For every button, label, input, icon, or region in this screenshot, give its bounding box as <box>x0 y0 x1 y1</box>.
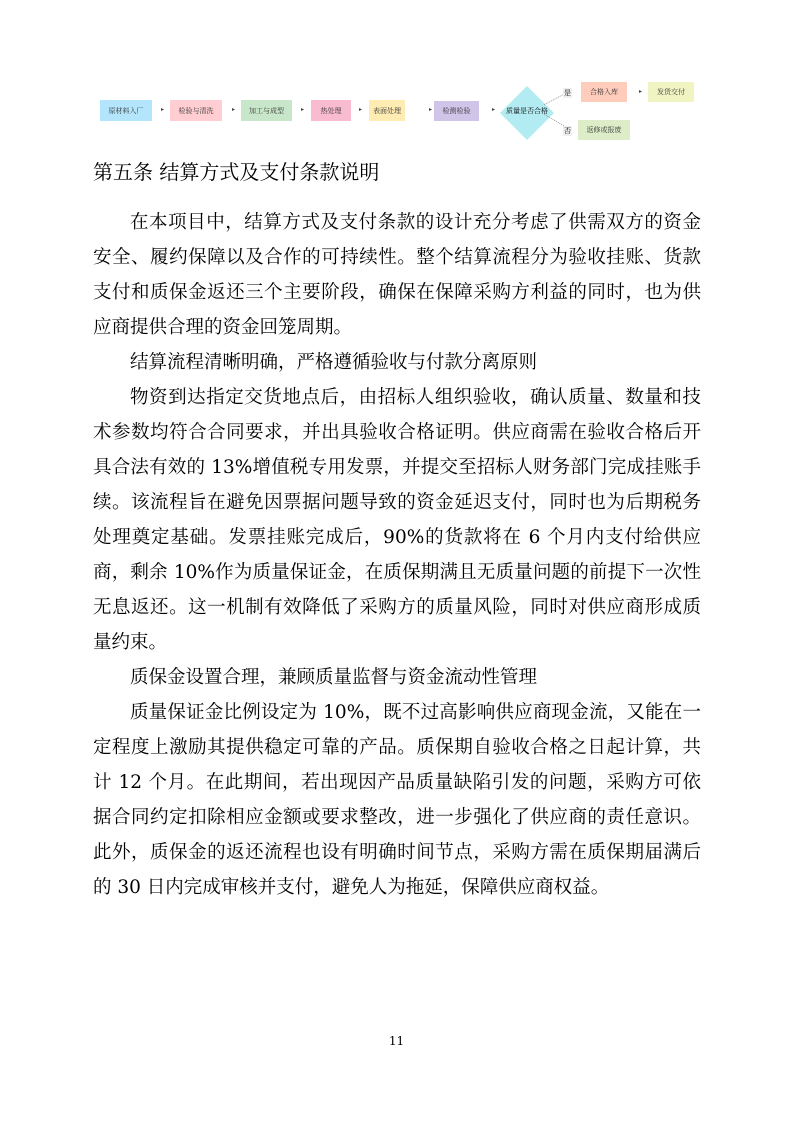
paragraph: 物资到达指定交货地点后，由招标人组织验收，确认质量、数量和技术参数均符合合同要求，并出具验收合格证明。供应商需在验收合格后开具合法有效的 13%增值税专用发票，并提交至招标人财务部门完成挂账手续。该流程旨在避免因票据问题导致的资金延迟支付，同时也为后期税务处理奠定基础。发票挂账完成后，90%的货款将在 6 个月内支付给供应商，剩余 10%作为质量保证金，在质保期满且无质量问题的前提下一次性无息返还。这一机制有效降低了采购方的质量风险，同时对供应商形成质量约束。 <box>93 387 701 653</box>
flow-step: 加工与成型 <box>241 100 292 121</box>
arrow-icon: ▸ <box>232 106 236 113</box>
flow-step: 检测检验 <box>434 101 479 121</box>
section-content <box>93 155 701 905</box>
flow-step: 热处理 <box>311 100 351 121</box>
arrow-icon: ▸ <box>429 106 433 113</box>
flow-step: 检验与清洗 <box>170 100 222 121</box>
arrow-icon: ▸ <box>301 106 305 113</box>
no-label: 否 <box>564 127 571 135</box>
flow-step: 原材料入厂 <box>100 100 152 121</box>
flow-step: 发货交付 <box>648 82 694 102</box>
arrow-icon: ▸ <box>359 106 363 113</box>
arrow-icon: ▸ <box>492 106 496 113</box>
section-title: 第五条 结算方式及支付条款说明 <box>93 160 380 184</box>
yes-label: 是 <box>564 89 571 97</box>
paragraph: 在本项目中，结算方式及支付条款的设计充分考虑了供需双方的资金安全、履约保障以及合作的可持续性。整个结算流程分为验收挂账、货款支付和质保金返还三个主要阶段，确保在保障采购方利益的同时，也为供应商提供合理的资金回笼周期。 <box>93 212 701 338</box>
page-number: 11 <box>388 1034 405 1048</box>
decision-label: 质量是否合格 <box>506 107 548 115</box>
arrow-icon: ▸ <box>639 88 643 95</box>
subheading: 质保金设置合理，兼顾质量监督与资金流动性管理 <box>130 667 538 688</box>
arrow-icon: ▸ <box>161 106 165 113</box>
flow-step: 表面处理 <box>369 100 405 121</box>
flow-step: 返修或报废 <box>578 120 630 140</box>
subheading: 结算流程清晰明确，严格遵循验收与付款分离原则 <box>130 352 538 373</box>
flow-step: 合格入库 <box>581 82 627 102</box>
paragraph: 质量保证金比例设定为 10%，既不过高影响供应商现金流，又能在一定程度上激励其提供稳定可靠的产品。质保期自验收合格之日起计算，共计 12 个月。在此期间，若出现因产品质量缺陷引发的问题，采购方可依据合同约定扣除相应金额或要求整改，进一步强化了供应商的责任意识。此外，质保金的返还流程也设有明确时间节点，采购方需在质保期届满后的 30 日内完成审核并支付，避免人为拖延，保障供应商权益。 <box>93 702 701 898</box>
process-flowchart <box>0 0 793 160</box>
